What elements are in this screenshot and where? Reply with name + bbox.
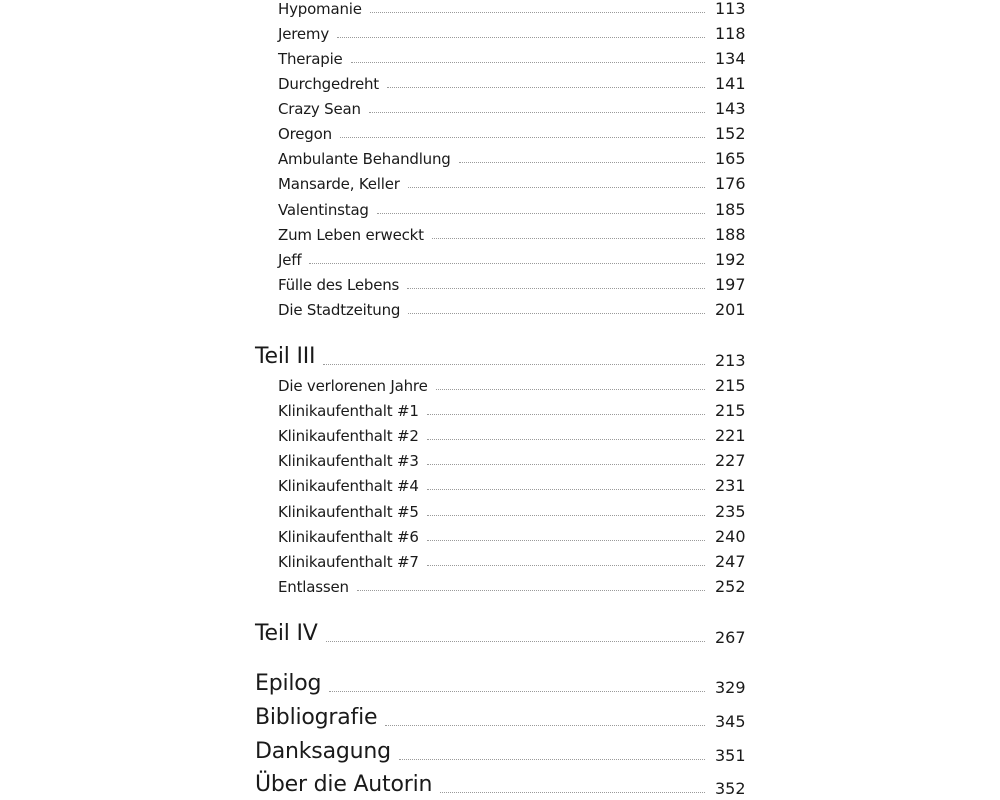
toc-entry-page: 215	[715, 401, 746, 420]
dot-leader	[385, 725, 705, 726]
toc-entry[interactable]	[278, 25, 745, 43]
dot-leader	[377, 213, 705, 214]
dot-leader	[387, 87, 705, 88]
toc-entry-page: 201	[715, 300, 746, 319]
toc-entry[interactable]	[278, 477, 745, 495]
toc-part-teil-iii[interactable]	[255, 344, 745, 370]
dot-leader	[427, 489, 705, 490]
toc-entry[interactable]	[278, 251, 745, 269]
toc-entry-title: Ambulante Behandlung	[278, 150, 451, 168]
dot-leader	[459, 162, 705, 163]
toc-entry-title: Klinikaufenthalt #4	[278, 477, 419, 495]
toc-part-title: Bibliografie	[255, 705, 378, 730]
dot-leader	[399, 759, 705, 760]
toc-part-bibliografie[interactable]	[255, 705, 745, 731]
dot-leader	[337, 37, 705, 38]
dot-leader	[408, 187, 705, 188]
toc-entry-page: 247	[715, 552, 746, 571]
toc-part-page: 345	[715, 712, 746, 731]
toc-entry-page: 134	[715, 49, 746, 68]
toc-entry-title: Entlassen	[278, 578, 349, 596]
dot-leader	[440, 792, 705, 793]
toc-part-epilog[interactable]	[255, 671, 745, 697]
toc-entry[interactable]	[278, 100, 745, 118]
toc-entry[interactable]	[278, 427, 745, 445]
toc-entry-page: 252	[715, 577, 746, 596]
toc-entry-page: 240	[715, 527, 746, 546]
toc-entry[interactable]	[278, 276, 745, 294]
dot-leader	[408, 313, 705, 314]
toc-part-page: 213	[715, 351, 746, 370]
toc-entry-title: Die verlorenen Jahre	[278, 377, 428, 395]
toc-entry-title: Oregon	[278, 125, 332, 143]
dot-leader	[351, 62, 705, 63]
toc-entry[interactable]	[278, 553, 745, 571]
toc-entry[interactable]	[278, 503, 745, 521]
toc-entry[interactable]	[278, 201, 745, 219]
toc-entry-title: Crazy Sean	[278, 100, 361, 118]
toc-part-page: 351	[715, 746, 746, 765]
dot-leader	[326, 641, 705, 642]
dot-leader	[309, 263, 705, 264]
toc-entry-page: 165	[715, 149, 746, 168]
toc-entry-title: Klinikaufenthalt #5	[278, 503, 419, 521]
toc-entry-page: 176	[715, 174, 746, 193]
toc-entry[interactable]	[278, 75, 745, 93]
toc-part-title: Epilog	[255, 671, 322, 696]
toc-entry[interactable]	[278, 578, 745, 596]
toc-entry-title: Klinikaufenthalt #7	[278, 553, 419, 571]
toc-part-autorin[interactable]	[255, 772, 745, 798]
toc-entry[interactable]	[278, 175, 745, 193]
dot-leader	[427, 515, 705, 516]
toc-entry[interactable]	[278, 301, 745, 319]
toc-part-title: Über die Autorin	[255, 772, 433, 797]
dot-leader	[432, 238, 705, 239]
toc-part-title: Teil IV	[255, 621, 318, 646]
dot-leader	[427, 414, 705, 415]
dot-leader	[427, 464, 705, 465]
toc-entry[interactable]	[278, 50, 745, 68]
toc-entry-page: 192	[715, 250, 746, 269]
dot-leader	[357, 590, 705, 591]
toc-entry-title: Mansarde, Keller	[278, 175, 400, 193]
toc-part-page: 352	[715, 779, 746, 798]
toc-entry-page: 141	[715, 74, 746, 93]
toc-entry-title: Durchgedreht	[278, 75, 379, 93]
toc-entry[interactable]	[278, 226, 745, 244]
toc-entry[interactable]	[278, 402, 745, 420]
toc-entry-page: 143	[715, 99, 746, 118]
toc-entry-title: Jeff	[278, 251, 302, 269]
dot-leader	[427, 565, 705, 566]
toc-entry-page: 235	[715, 502, 746, 521]
toc-entry-page: 215	[715, 376, 746, 395]
dot-leader	[370, 12, 705, 13]
dot-leader	[436, 389, 705, 390]
toc-entry-title: Die Stadtzeitung	[278, 301, 401, 319]
dot-leader	[323, 364, 705, 365]
dot-leader	[427, 540, 705, 541]
toc-entry-page: 221	[715, 426, 746, 445]
dot-leader	[340, 137, 705, 138]
dot-leader	[329, 691, 705, 692]
toc-entry-title: Valentinstag	[278, 201, 369, 219]
toc-entry-page: 231	[715, 476, 746, 495]
dot-leader	[427, 439, 705, 440]
toc-part-page: 329	[715, 678, 746, 697]
toc-entry[interactable]	[278, 452, 745, 470]
toc-entry-page: 185	[715, 200, 746, 219]
toc-entry-page: 197	[715, 275, 746, 294]
toc-entry-page: 188	[715, 225, 746, 244]
toc-part-title: Danksagung	[255, 739, 391, 764]
toc-part-teil-iv[interactable]	[255, 621, 745, 647]
toc-entry[interactable]	[278, 377, 745, 395]
toc-entry[interactable]	[278, 528, 745, 546]
toc-entry-page: 227	[715, 451, 746, 470]
toc-entry-title: Therapie	[278, 50, 343, 68]
toc-entry-page: 113	[715, 0, 746, 18]
toc-entry-title: Klinikaufenthalt #2	[278, 427, 419, 445]
toc-entry-page: 118	[715, 24, 746, 43]
toc-part-title: Teil III	[255, 344, 316, 369]
dot-leader	[407, 288, 705, 289]
toc-entry-title: Zum Leben erweckt	[278, 226, 424, 244]
toc-entry-title: Klinikaufenthalt #6	[278, 528, 419, 546]
toc-part-danksagung[interactable]	[255, 739, 745, 765]
toc-entry-title: Klinikaufenthalt #1	[278, 402, 419, 420]
toc-entry-title: Hypomanie	[278, 0, 362, 18]
toc-entry-title: Fülle des Lebens	[278, 276, 400, 294]
toc-entry[interactable]	[278, 125, 745, 143]
toc-part-page: 267	[715, 628, 746, 647]
toc-entry[interactable]	[278, 0, 745, 18]
toc-entry[interactable]	[278, 150, 745, 168]
toc-entry-page: 152	[715, 124, 746, 143]
toc-entry-title: Jeremy	[278, 25, 330, 43]
toc-entry-title: Klinikaufenthalt #3	[278, 452, 419, 470]
dot-leader	[369, 112, 705, 113]
